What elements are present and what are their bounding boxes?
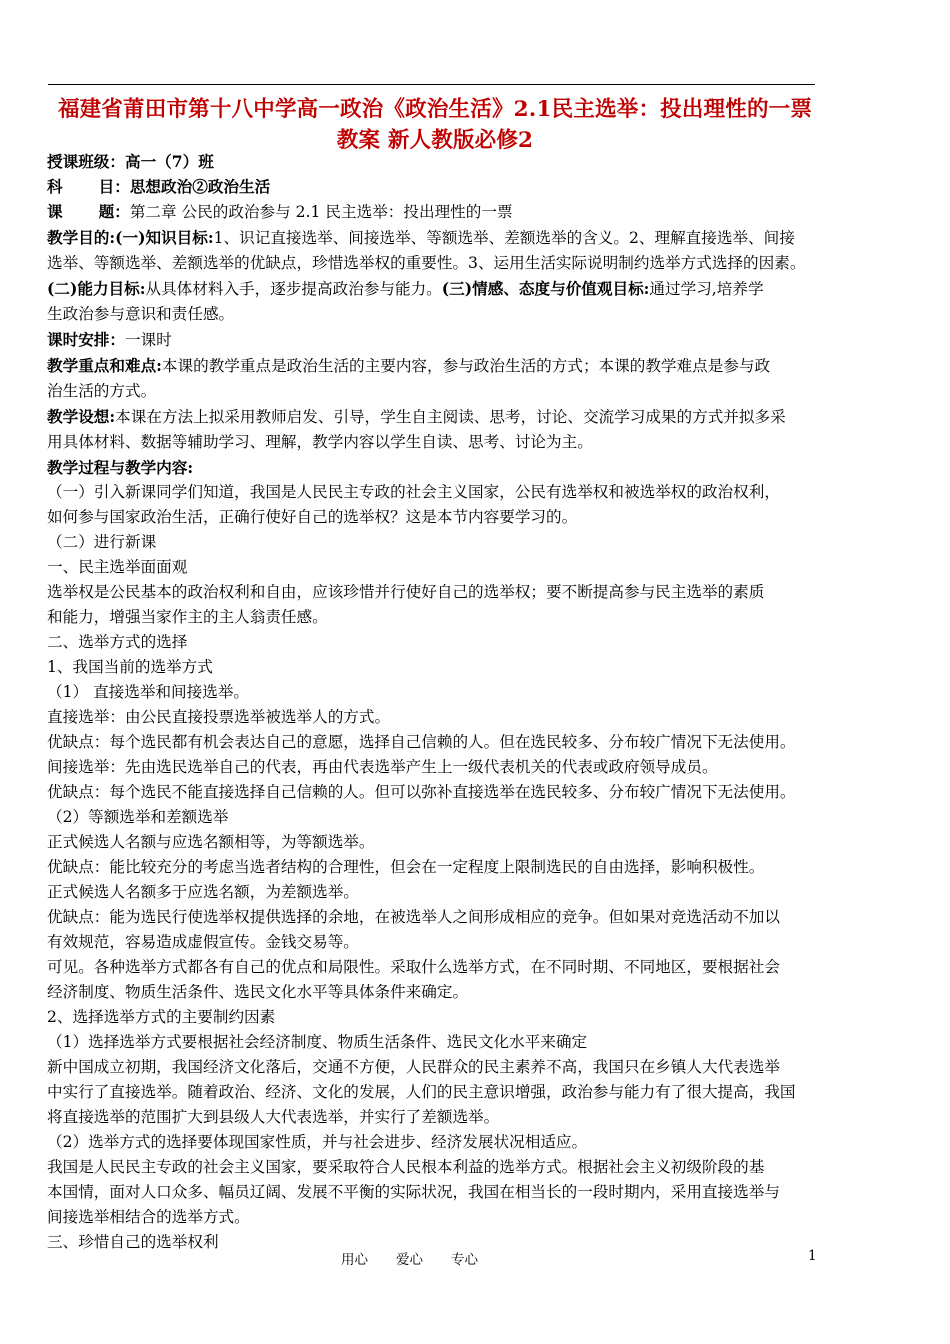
body-line: 优缺点：能为选民行使选举权提供选择的余地，在被选举人之间形成相应的竞争。但如果对竞选活动不加以 [47, 908, 780, 926]
topic-value: 第二章 公民的政治参与 2.1 民主选举：投出理性的一票 [129, 203, 513, 221]
body-line: （一）引入新课同学们知道，我国是人民民主专政的社会主义国家，公民有选举权和被选举权的政治权利， [47, 483, 780, 501]
ability-goal-text: 从具体材料入手，逐步提高政治参与能力。 [145, 280, 442, 298]
schedule-row [47, 327, 833, 353]
key-points-row-1 [47, 353, 833, 379]
body-line: （1） 直接选举和间接选举。 [47, 683, 250, 701]
key-points-row-2: 治生活的方式。 [47, 382, 157, 400]
body-line: 正式候选人名额多于应选名额，为差额选举。 [47, 883, 359, 901]
body-line: （2）等额选举和差额选举 [47, 808, 229, 826]
footer-motto [341, 1248, 506, 1268]
class-row [47, 149, 833, 174]
body-line: 三、珍惜自己的选举权利 [47, 1233, 219, 1251]
document-title [40, 94, 830, 156]
body-line: 和能力，增强当家作主的主人翁责任感。 [47, 608, 328, 626]
body-line: 优缺点：能比较充分的考虑当选者结构的合理性，但会在一定程度上限制选民的自由选择，影响积极性。 [47, 858, 765, 876]
body-line: 间接选举：先由选民选举自己的代表，再由代表选举产生上一级代表机关的代表或政府领导成员。 [47, 758, 718, 776]
body-line: 本国情，面对人口众多、幅员辽阔、发展不平衡的实际状况，我国在相当长的一段时期内，采用直接选举与 [47, 1183, 780, 1201]
goals-row-1 [47, 225, 833, 251]
body-line: （二）进行新课 [47, 533, 157, 551]
goals-row-3 [47, 276, 833, 302]
goals-text-1: 1、识记直接选举、间接选举、等额选举、差额选举的含义。2、理解直接选举、间接 [213, 229, 795, 247]
body-line: 我国是人民民主专政的社会主义国家，要采取符合人民根本利益的选举方式。根据社会主义初级阶段的基 [47, 1158, 765, 1176]
topic-label-2: 题： [98, 202, 130, 221]
body-line: 直接选举：由公民直接投票选举被选举人的方式。 [47, 708, 391, 726]
header-rule [48, 84, 815, 85]
body-line: 中实行了直接选举。随着政治、经济、文化的发展，人们的民主意识增强，政治参与能力有了很大提高，我国 [47, 1083, 796, 1101]
schedule-value: 一课时 [124, 331, 172, 349]
body-line: 正式候选人名额与应选名额相等，为等额选举。 [47, 833, 375, 851]
body-line: 1、我国当前的选举方式 [47, 658, 213, 676]
design-row-2: 用具体材料、数据等辅助学习、理解，教学内容以学生自读、思考、讨论为主。 [47, 433, 593, 451]
class-label: 授课班级： [47, 152, 125, 171]
design-text: 本课在方法上拟采用教师启发、引导，学生自主阅读、思考，讨论、交流学习成果的方式并拟多采 [115, 408, 786, 426]
subject-label-2: 目： [98, 177, 130, 196]
goals-row-4: 生政治参与意识和责任感。 [47, 305, 235, 323]
body-line: 将直接选举的范围扩大到县级人大代表选举，并实行了差额选举。 [47, 1108, 500, 1126]
title-line-1: 福建省莆田市第十八中学高一政治《政治生活》2.1民主选举：投出理性的一票 [57, 97, 813, 122]
goals-row-2: 选举、等额选举、差额选举的优缺点，珍惜选举权的重要性。3、运用生活实际说明制约选举方式选择的因素。 [47, 254, 806, 272]
subject-label: 科 [47, 177, 63, 196]
ability-goal-label: (二)能力目标: [47, 279, 146, 298]
body-line: 如何参与国家政治生活，正确行使好自己的选举权？这是本节内容要学习的。 [47, 508, 578, 526]
design-row-1 [47, 404, 833, 430]
emotion-goal-label: (三)情感、态度与价值观目标: [441, 279, 650, 298]
body-line: 可见。各种选举方式都各有自己的优点和局限性。采取什么选举方式，在不同时期、不同地区，要根据社会 [47, 958, 780, 976]
subject-value: 思想政治②政治生活 [129, 177, 271, 196]
document-body [47, 149, 833, 1255]
goals-label: 教学目的: [47, 228, 116, 247]
body-line: 经济制度、物质生活条件、选民文化水平等具体条件来确定。 [47, 983, 469, 1001]
body-line: 选举权是公民基本的政治权利和自由，应该珍惜并行使好自己的选举权；要不断提高参与民主选举的素质 [47, 583, 765, 601]
process-heading: 教学过程与教学内容: [47, 458, 194, 477]
body-line: 一、民主选举面面观 [47, 558, 188, 576]
footer-motto-2: 爱心 [396, 1252, 423, 1268]
footer-motto-3: 专心 [451, 1252, 478, 1268]
topic-row [47, 199, 833, 225]
subject-row [47, 174, 833, 199]
body-line: 间接选举相结合的选举方式。 [47, 1208, 250, 1226]
design-label: 教学设想: [47, 407, 116, 426]
class-value: 高一（7）班 [124, 152, 214, 171]
knowledge-goal-label: (一)知识目标: [115, 228, 214, 247]
body-line: 2、选择选举方式的主要制约因素 [47, 1008, 276, 1026]
body-line: 有效规范，容易造成虚假宣传。金钱交易等。 [47, 933, 359, 951]
body-line: 优缺点：每个选民不能直接选择自己信赖的人。但可以弥补直接选举在选民较多、分布较广情况下无法使用。 [47, 783, 796, 801]
key-points-label: 教学重点和难点: [47, 356, 162, 375]
body-line: （1）选择选举方式要根据社会经济制度、物质生活条件、选民文化水平来确定 [47, 1033, 588, 1051]
schedule-label: 课时安排： [47, 330, 125, 349]
body-line: 二、选举方式的选择 [47, 633, 188, 651]
body-line: 优缺点：每个选民都有机会表达自己的意愿，选择自己信赖的人。但在选民较多、分布较广情况下无法使用。 [47, 733, 796, 751]
topic-label: 课 [47, 202, 63, 221]
footer-motto-1: 用心 [341, 1252, 368, 1268]
title-line-2: 教案 新人教版必修2 [336, 128, 534, 153]
page-number: 1 [808, 1248, 817, 1264]
body-line: （2）选举方式的选择要体现国家性质，并与社会进步、经济发展状况相适应。 [47, 1133, 588, 1151]
body-line: 新中国成立初期，我国经济文化落后，交通不方便，人民群众的民主素养不高，我国只在乡镇人大代表选举 [47, 1058, 780, 1076]
emotion-goal-text: 通过学习,培养学 [649, 280, 764, 298]
key-points-text: 本课的教学重点是政治生活的主要内容，参与政治生活的方式；本课的教学难点是参与政 [161, 357, 771, 375]
